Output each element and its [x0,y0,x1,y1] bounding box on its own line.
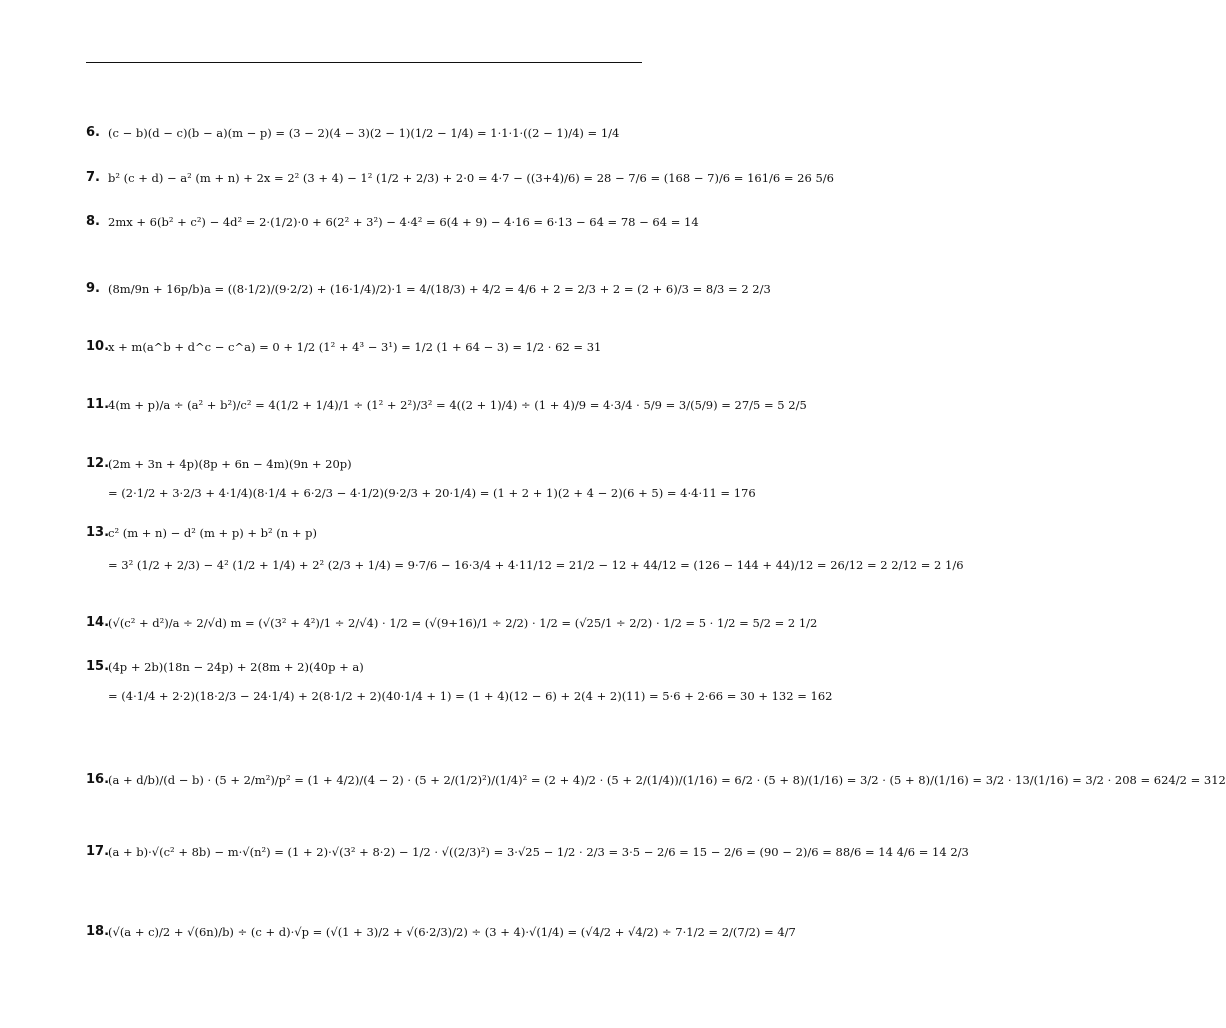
problem-number: 6. [86,125,100,140]
problem-number: 16. [86,772,110,787]
problem-expression: c² (m + n) − d² (m + p) + b² (n + p) [108,526,317,540]
problem-equation: (a + d/b)/(d − b) · (5 + 2/m²)/p² = (1 + 4/2)/(4 − 2) · (5 + 2/(1/2)²)/(1/4)² = (2 + 4)/2 · (5 + 2/(1/4))/(1/16) = 6/2 · (5 + 8)/(1/16) = 3/2 · (5 + 8)/(1/16) = 3/2 · 13/(1/16) = 3/2 · 208 = 624/2 = 312 [108,773,1226,787]
problem-number: 8. [86,214,100,229]
problem-equation: x + m(a^b + d^c − c^a) = 0 + 1/2 (1² + 4³ − 3¹) = 1/2 (1 + 64 − 3) = 1/2 · 62 = 31 [108,340,602,354]
problem-number: 18. [86,924,110,939]
problem-number: 13. [86,525,110,540]
header-rule [86,62,642,63]
problem-number: 15. [86,659,110,674]
problem-number: 11. [86,397,110,412]
problem-equation: (c − b)(d − c)(b − a)(m − p) = (3 − 2)(4 − 3)(2 − 1)(1/2 − 1/4) = 1·1·1·((2 − 1)/4) = 1/4 [108,126,620,140]
problem-equation: 4(m + p)/a ÷ (a² + b²)/c² = 4(1/2 + 1/4)/1 ÷ (1² + 2²)/3² = 4((2 + 1)/4) ÷ (1 + 4)/9 = 4·3/4 · 5/9 = 3/(5/9) = 27/5 = 5 2/5 [108,398,807,412]
problem-number: 9. [86,281,100,296]
problem-equation: 2mx + 6(b² + c²) − 4d² = 2·(1/2)·0 + 6(2² + 3²) − 4·4² = 6(4 + 9) − 4·16 = 6·13 − 64 = 78 − 64 = 14 [108,215,699,229]
problem-number: 17. [86,844,110,859]
problem-equation: = (2·1/2 + 3·2/3 + 4·1/4)(8·1/4 + 6·2/3 − 4·1/2)(9·2/3 + 20·1/4) = (1 + 2 + 1)(2 + 4 − 2)(6 + 5) = 4·4·11 = 176 [108,486,756,500]
problem-equation: = 3² (1/2 + 2/3) − 4² (1/2 + 1/4) + 2² (2/3 + 1/4) = 9·7/6 − 16·3/4 + 4·11/12 = 21/2 − 12 + 44/12 = (126 − 144 + 44)/12 = 26/12 = 2 2/12 = 2 1/6 [108,558,964,572]
problem-equation: = (4·1/4 + 2·2)(18·2/3 − 24·1/4) + 2(8·1/2 + 2)(40·1/4 + 1) = (1 + 4)(12 − 6) + 2(4 + 2)(11) = 5·6 + 2·66 = 30 + 132 = 162 [108,689,833,703]
problem-equation: b² (c + d) − a² (m + n) + 2x = 2² (3 + 4) − 1² (1/2 + 2/3) + 2·0 = 4·7 − ((3+4)/6) = 28 − 7/6 = (168 − 7)/6 = 161/6 = 26 5/6 [108,171,834,185]
problem-equation: (√(a + c)/2 + √(6n)/b) ÷ (c + d)·√p = (√(1 + 3)/2 + √(6·2/3)/2) ÷ (3 + 4)·√(1/4) = (√4/2 + √4/2) ÷ 7·1/2 = 2/(7/2) = 4/7 [108,925,796,939]
problem-equation: (√(c² + d²)/a ÷ 2/√d) m = (√(3² + 4²)/1 ÷ 2/√4) · 1/2 = (√(9+16)/1 ÷ 2/2) · 1/2 = (√25/1 ÷ 2/2) · 1/2 = 5 · 1/2 = 5/2 = 2 1/2 [108,616,818,630]
problem-number: 7. [86,170,100,185]
problem-number: 10. [86,339,110,354]
problem-number: 12. [86,456,110,471]
problem-expression: (4p + 2b)(18n − 24p) + 2(8m + 2)(40p + a) [108,660,364,674]
problem-equation: (a + b)·√(c² + 8b) − m·√(n²) = (1 + 2)·√(3² + 8·2) − 1/2 · √((2/3)²) = 3·√25 − 1/2 · 2/3 = 3·5 − 2/6 = 15 − 2/6 = (90 − 2)/6 = 88/6 = 14 4/6 = 14 2/3 [108,845,969,859]
problem-expression: (2m + 3n + 4p)(8p + 6n − 4m)(9n + 20p) [108,457,352,471]
problem-equation: (8m/9n + 16p/b)a = ((8·1/2)/(9·2/2) + (16·1/4)/2)·1 = 4/(18/3) + 4/2 = 4/6 + 2 = 2/3 + 2 = (2 + 6)/3 = 8/3 = 2 2/3 [108,282,771,296]
problem-number: 14. [86,615,110,630]
